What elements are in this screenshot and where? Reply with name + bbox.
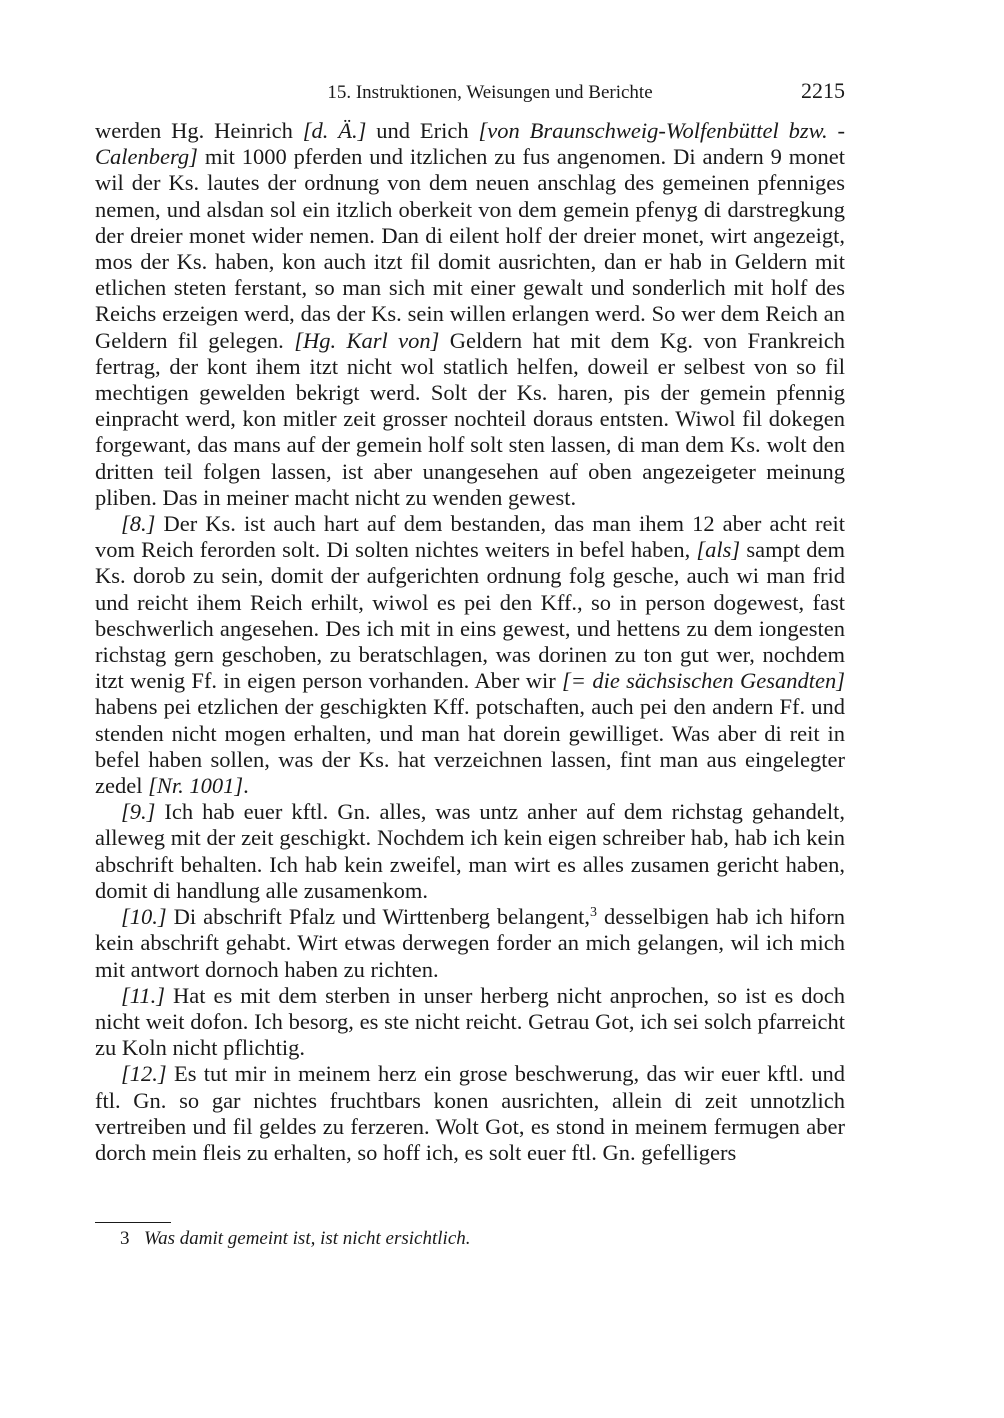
editorial-insertion: [Nr. 1001] [148, 773, 244, 799]
editorial-insertion: [8.] [121, 511, 156, 537]
editorial-insertion: [12.] [121, 1061, 167, 1087]
paragraph [95, 799, 845, 904]
text-run: sampt dem Ks. dorob zu sein, domit der aufgerichten ordnung folg gesche, auch wi man frid und reicht ihem Reich erhilt, wiwol es pei den Kff., so in person dogewest, fast beschwerlich angesehen. Des ich mit in eins gewest, und hettens zu dem iongesten richstag gern geschoben, zu beratschlagen, was dorinen zu ton gut wer, nochdem itzt wenig Ff. in eigen person vorhanden. Aber wir [95, 537, 845, 694]
text-run: desselbigen hab ich hiforn kein abschrift gehabt. Wirt etwas derwegen forder an mich gelangen, wil ich mich mit antwort dornoch haben zu richten. [95, 904, 845, 982]
footnote-rule [95, 1222, 171, 1223]
text-run: . [243, 773, 249, 799]
editorial-insertion: [10.] [121, 904, 167, 930]
paragraph [95, 118, 845, 511]
editorial-insertion: [= die sächsischen Gesandten] [562, 668, 845, 694]
editorial-insertion: [d. Ä.] [302, 118, 367, 143]
text-run: Der Ks. ist auch hart auf dem bestanden, das man ihem 12 aber acht reit vom Reich ferorden solt. Di solten nichtes weiters in befel haben, [95, 511, 845, 563]
footnote-text: Was damit gemeint ist, ist nicht ersichtlich. [144, 1228, 471, 1249]
text-run: und Erich [366, 118, 479, 143]
editorial-insertion: [Hg. Karl von] [294, 327, 440, 353]
footnote [120, 1227, 820, 1251]
text-run: mit 1000 pferden und itzlichen zu fus angenomen. Di andern 9 monet wil der Ks. lautes der ordnung von dem neuen anschlag des gemeinen pfenniges nemen, und alsdan sol ein itzlich oberkeit von dem gemein pfenyg di darstregkung der dreier monet wider nemen. Dan di eilent holf der dreier monet, wirt angezeigt, mos der Ks. haben, kon auch itzt fil domit ausrichten, dan er hab in Geldern mit etlichen steten ferstant, so man sich mit einer gewalt und sonderlich mit holf des Reichs erzeigen werd, das der Ks. sein willen erlangen werd. So wer dem Reich an Geldern fil gelegen. [95, 144, 845, 353]
text-run: Di abschrift Pfalz und Wirttenberg belangent, [166, 904, 590, 930]
text-run: habens pei etzlichen der geschigkten Kff. potschaften, auch pei den andern Ff. und stenden nicht mogen erhalten, und man hat dorein gewilliget. Was aber di reit in befel haben sollen, was der Ks. hat verzeichnen lassen, fint man aus eingelegter zedel [95, 694, 845, 799]
editorial-insertion: [9.] [121, 799, 156, 825]
body-text [95, 118, 845, 1166]
page-header [95, 78, 845, 108]
paragraph [95, 1061, 845, 1166]
footnote-number: 3 [120, 1228, 130, 1249]
page-number: 2215 [801, 78, 845, 103]
editorial-insertion: [von Braunschweig-Wolfenbüttel bzw. -Calenberg] [95, 118, 845, 170]
running-head: 15. Instruktionen, Weisungen und Berichte [327, 82, 653, 103]
editorial-insertion: [11.] [121, 982, 165, 1008]
text-run: Hat es mit dem sterben in unser herberg nicht anprochen, so ist es doch nicht weit dofon. Ich besorg, es ste nicht reicht. Getrau Got, ich sei solch pfarreicht zu Koln nicht pflichtig. [95, 982, 845, 1061]
paragraph [95, 511, 845, 799]
text-run: Ich hab euer kftl. Gn. alles, was untz anher auf dem richstag gehandelt, alleweg mit der zeit geschigkt. Nochdem ich kein eigen schreiber hab, hab ich kein abschrift behalten. Ich hab kein zweifel, man wirt es alles zusamen gericht haben, domit di handlung alle zusamenkom. [95, 799, 845, 903]
paragraph [95, 983, 845, 1062]
text-run: werden Hg. Heinrich [95, 118, 303, 143]
text-run: Geldern hat mit dem Kg. von Frankreich fertrag, der kont ihem itzt nicht wol statlich helfen, doweil er selbest von so fil mechtigen gewelden bekrigt werd. Solt der Ks. haren, pis der gemein pfennig einpracht werd, kon mitler zeit grosser nochteil doraus entsten. Wiwol fil dokegen forgewant, das mans auf der gemein holf solt sten lassen, di man dem Ks. wolt den dritten teil folgen lassen, ist aber unangesehen auf oben angezeigeter meinung pliben. Das in meiner macht nicht zu wenden gewest. [95, 327, 846, 510]
paragraph [95, 904, 845, 983]
footnote-reference: 3 [590, 905, 597, 921]
editorial-insertion: [als] [696, 537, 741, 563]
text-run: Es tut mir in meinem herz ein grose beschwerung, das wir euer kftl. und ftl. Gn. so gar nichtes fruchtbars konen ausrichten, allein di zeit unnotzlich vertreiben und fil geldes zu ferzeren. Wolt Got, es stond in meinem fermugen aber dorch mein fleis zu erhalten, so hoff ich, es solt euer ftl. Gn. gefelligers [95, 1061, 845, 1165]
